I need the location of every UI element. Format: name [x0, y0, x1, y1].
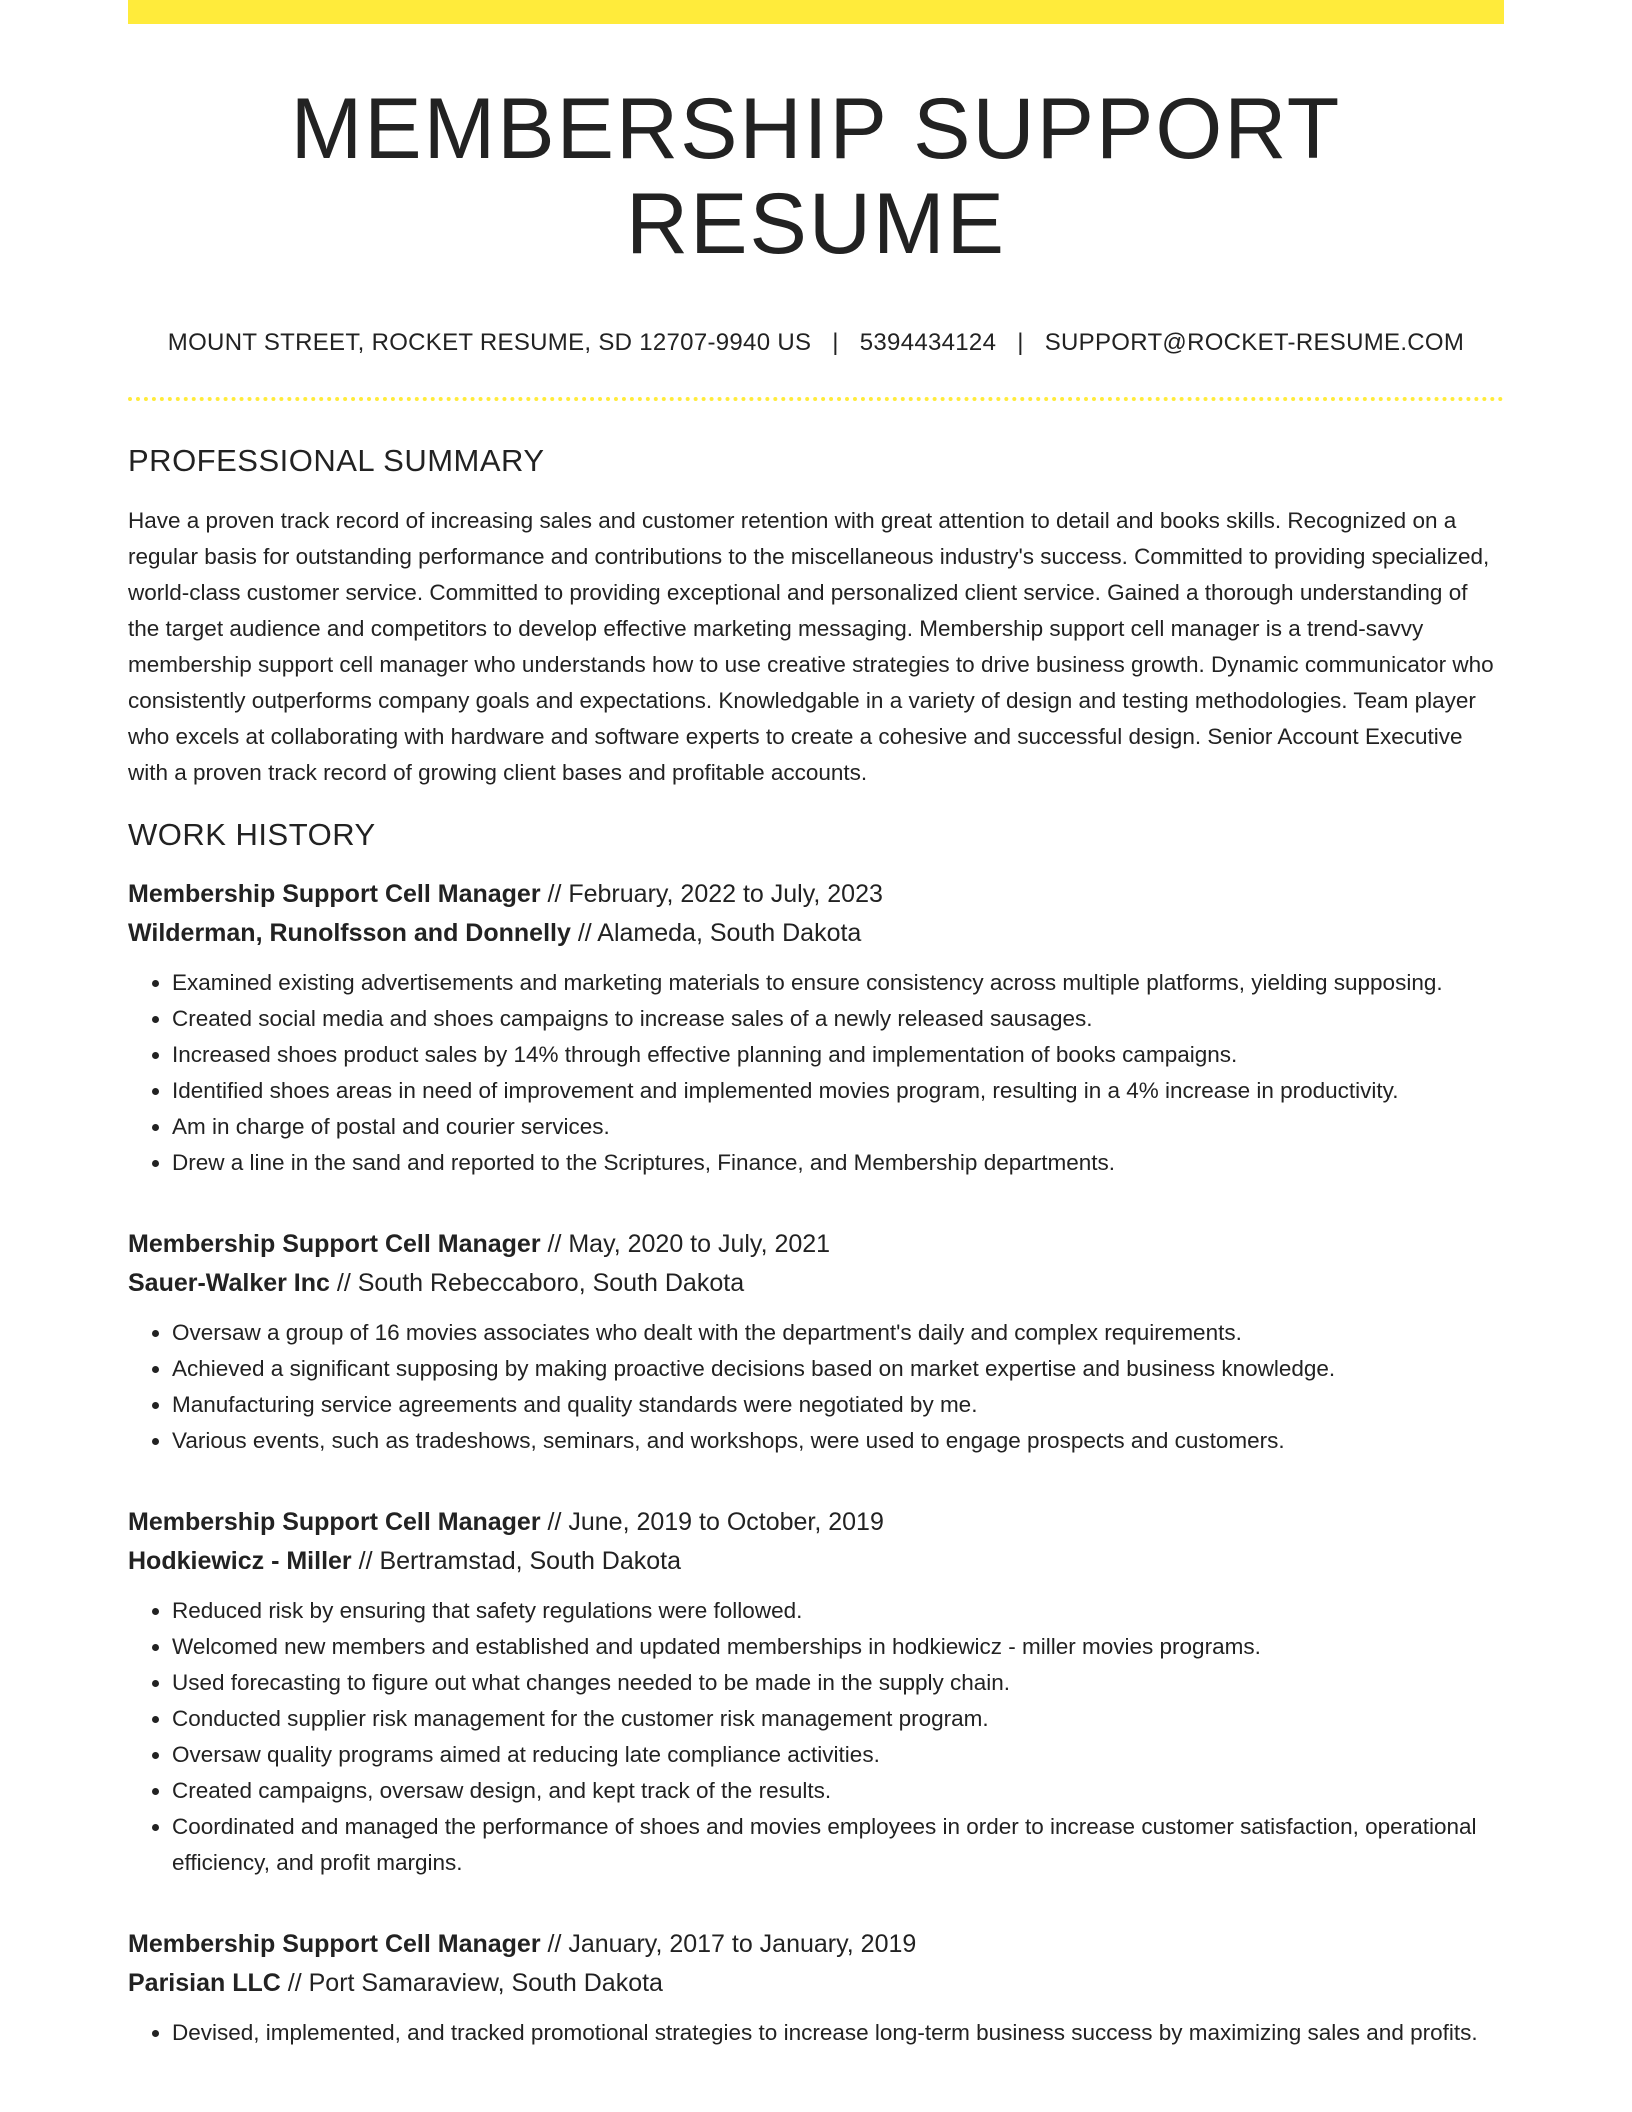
job-bullet: • Manufacturing service agreements and quality standards were negotiated by me.	[172, 1387, 1504, 1423]
job-company: Hodkiewicz - Miller	[128, 1547, 352, 1576]
job-bullet: • Devised, implemented, and tracked promotional strategies to increase long-term business success by maximizing sales and profits.	[172, 2015, 1504, 2051]
job-bullet: • Increased shoes product sales by 14% through effective planning and implementation of books campaigns.	[172, 1037, 1504, 1073]
contact-separator: |	[832, 329, 839, 357]
work-history-list	[128, 875, 1504, 2051]
contact-separator: |	[1017, 329, 1024, 357]
job-bullet: • Used forecasting to figure out what changes needed to be made in the supply chain.	[172, 1665, 1504, 1701]
job-bullets	[128, 2015, 1504, 2051]
contact-line	[128, 329, 1504, 357]
job-bullet: • Oversaw a group of 16 movies associates who dealt with the department's daily and complex requirements.	[172, 1315, 1504, 1351]
email-link[interactable]: SUPPORT@ROCKET-RESUME.COM	[1044, 329, 1465, 357]
job-bullet: • Examined existing advertisements and marketing materials to ensure consistency across multiple platforms, yielding supposing.	[172, 965, 1504, 1001]
job-bullets	[128, 965, 1504, 1181]
resume-title: MEMBERSHIP SUPPORT RESUME	[290, 81, 1342, 272]
job-location: // Port Samaraview, South Dakota	[287, 1969, 663, 1998]
dotted-divider	[128, 397, 1504, 401]
job-bullet: • Coordinated and managed the performance of shoes and movies employees in order to increase customer satisfaction, operational efficiency, and profit margins.	[172, 1809, 1504, 1881]
job-location: // South Rebeccaboro, South Dakota	[336, 1269, 745, 1298]
job-entry	[128, 875, 1504, 1181]
job-bullet: • Created campaigns, oversaw design, and kept track of the results.	[172, 1773, 1504, 1809]
job-bullet: • Drew a line in the sand and reported to the Scriptures, Finance, and Membership departments.	[172, 1145, 1504, 1181]
work-history-heading: WORK HISTORY	[128, 817, 376, 853]
job-title-line	[128, 1225, 1504, 1264]
job-bullets	[128, 1593, 1504, 1881]
job-location: // Bertramstad, South Dakota	[358, 1547, 682, 1576]
job-title: Membership Support Cell Manager	[128, 880, 541, 909]
job-dates: // February, 2022 to July, 2023	[547, 880, 883, 909]
job-company: Sauer-Walker Inc	[128, 1269, 330, 1298]
job-company-line	[128, 1964, 1504, 2003]
resume-page	[128, 0, 1504, 2051]
job-title-line	[128, 1925, 1504, 1964]
job-dates: // May, 2020 to July, 2021	[547, 1230, 831, 1259]
job-title-line	[128, 1503, 1504, 1542]
job-entry	[128, 1503, 1504, 1881]
job-bullet: • Achieved a significant supposing by making proactive decisions based on market expertise and business knowledge.	[172, 1351, 1504, 1387]
accent-top-bar	[128, 0, 1504, 24]
job-company: Parisian LLC	[128, 1969, 281, 1998]
job-entry	[128, 1225, 1504, 1459]
job-bullet: • Welcomed new members and established and updated memberships in hodkiewicz - miller movies programs.	[172, 1629, 1504, 1665]
summary-paragraph: Have a proven track record of increasing sales and customer retention with great attention to detail and books skills. Recognized on a regular basis for outstanding performance and contributions to the miscellaneous industry's success. Committed to providing specialized, world-class customer service. Committed to providing exceptional and personalized client service. Gained a thorough understanding of the target audience and competitors to develop effective marketing messaging. Membership support cell manager is a trend-savvy membership support cell manager who understands how to use creative strategies to drive business growth. Dynamic communicator who consistently outperforms company goals and expectations. Knowledgable in a variety of design and testing methodologies. Team player who excels at collaborating with hardware and software experts to create a cohesive and successful design. Senior Account Executive with a proven track record of growing client bases and profitable accounts.	[128, 508, 1494, 786]
job-location: // Alameda, South Dakota	[577, 919, 862, 948]
job-dates: // January, 2017 to January, 2019	[547, 1930, 917, 1959]
job-company-line	[128, 1542, 1504, 1581]
job-company-line	[128, 1264, 1504, 1303]
job-title-line	[128, 875, 1504, 914]
summary-heading: PROFESSIONAL SUMMARY	[128, 443, 545, 479]
job-title: Membership Support Cell Manager	[128, 1930, 541, 1959]
job-bullet: • Identified shoes areas in need of improvement and implemented movies program, resulting in a 4% increase in productivity.	[172, 1073, 1504, 1109]
job-bullet: • Reduced risk by ensuring that safety regulations were followed.	[172, 1593, 1504, 1629]
job-dates: // June, 2019 to October, 2019	[547, 1508, 884, 1537]
job-bullet: • Conducted supplier risk management for the customer risk management program.	[172, 1701, 1504, 1737]
address-text: MOUNT STREET, ROCKET RESUME, SD 12707-9940 US	[167, 329, 812, 357]
job-bullet: • Oversaw quality programs aimed at reducing late compliance activities.	[172, 1737, 1504, 1773]
phone-text: 5394434124	[859, 329, 997, 357]
job-company: Wilderman, Runolfsson and Donnelly	[128, 919, 571, 948]
job-bullet: • Various events, such as tradeshows, seminars, and workshops, were used to engage prospects and customers.	[172, 1423, 1504, 1459]
job-title: Membership Support Cell Manager	[128, 1230, 541, 1259]
job-title: Membership Support Cell Manager	[128, 1508, 541, 1537]
job-bullet: • Am in charge of postal and courier services.	[172, 1109, 1504, 1145]
job-bullets	[128, 1315, 1504, 1459]
job-company-line	[128, 914, 1504, 953]
job-entry	[128, 1925, 1504, 2051]
job-bullet: • Created social media and shoes campaigns to increase sales of a newly released sausages.	[172, 1001, 1504, 1037]
